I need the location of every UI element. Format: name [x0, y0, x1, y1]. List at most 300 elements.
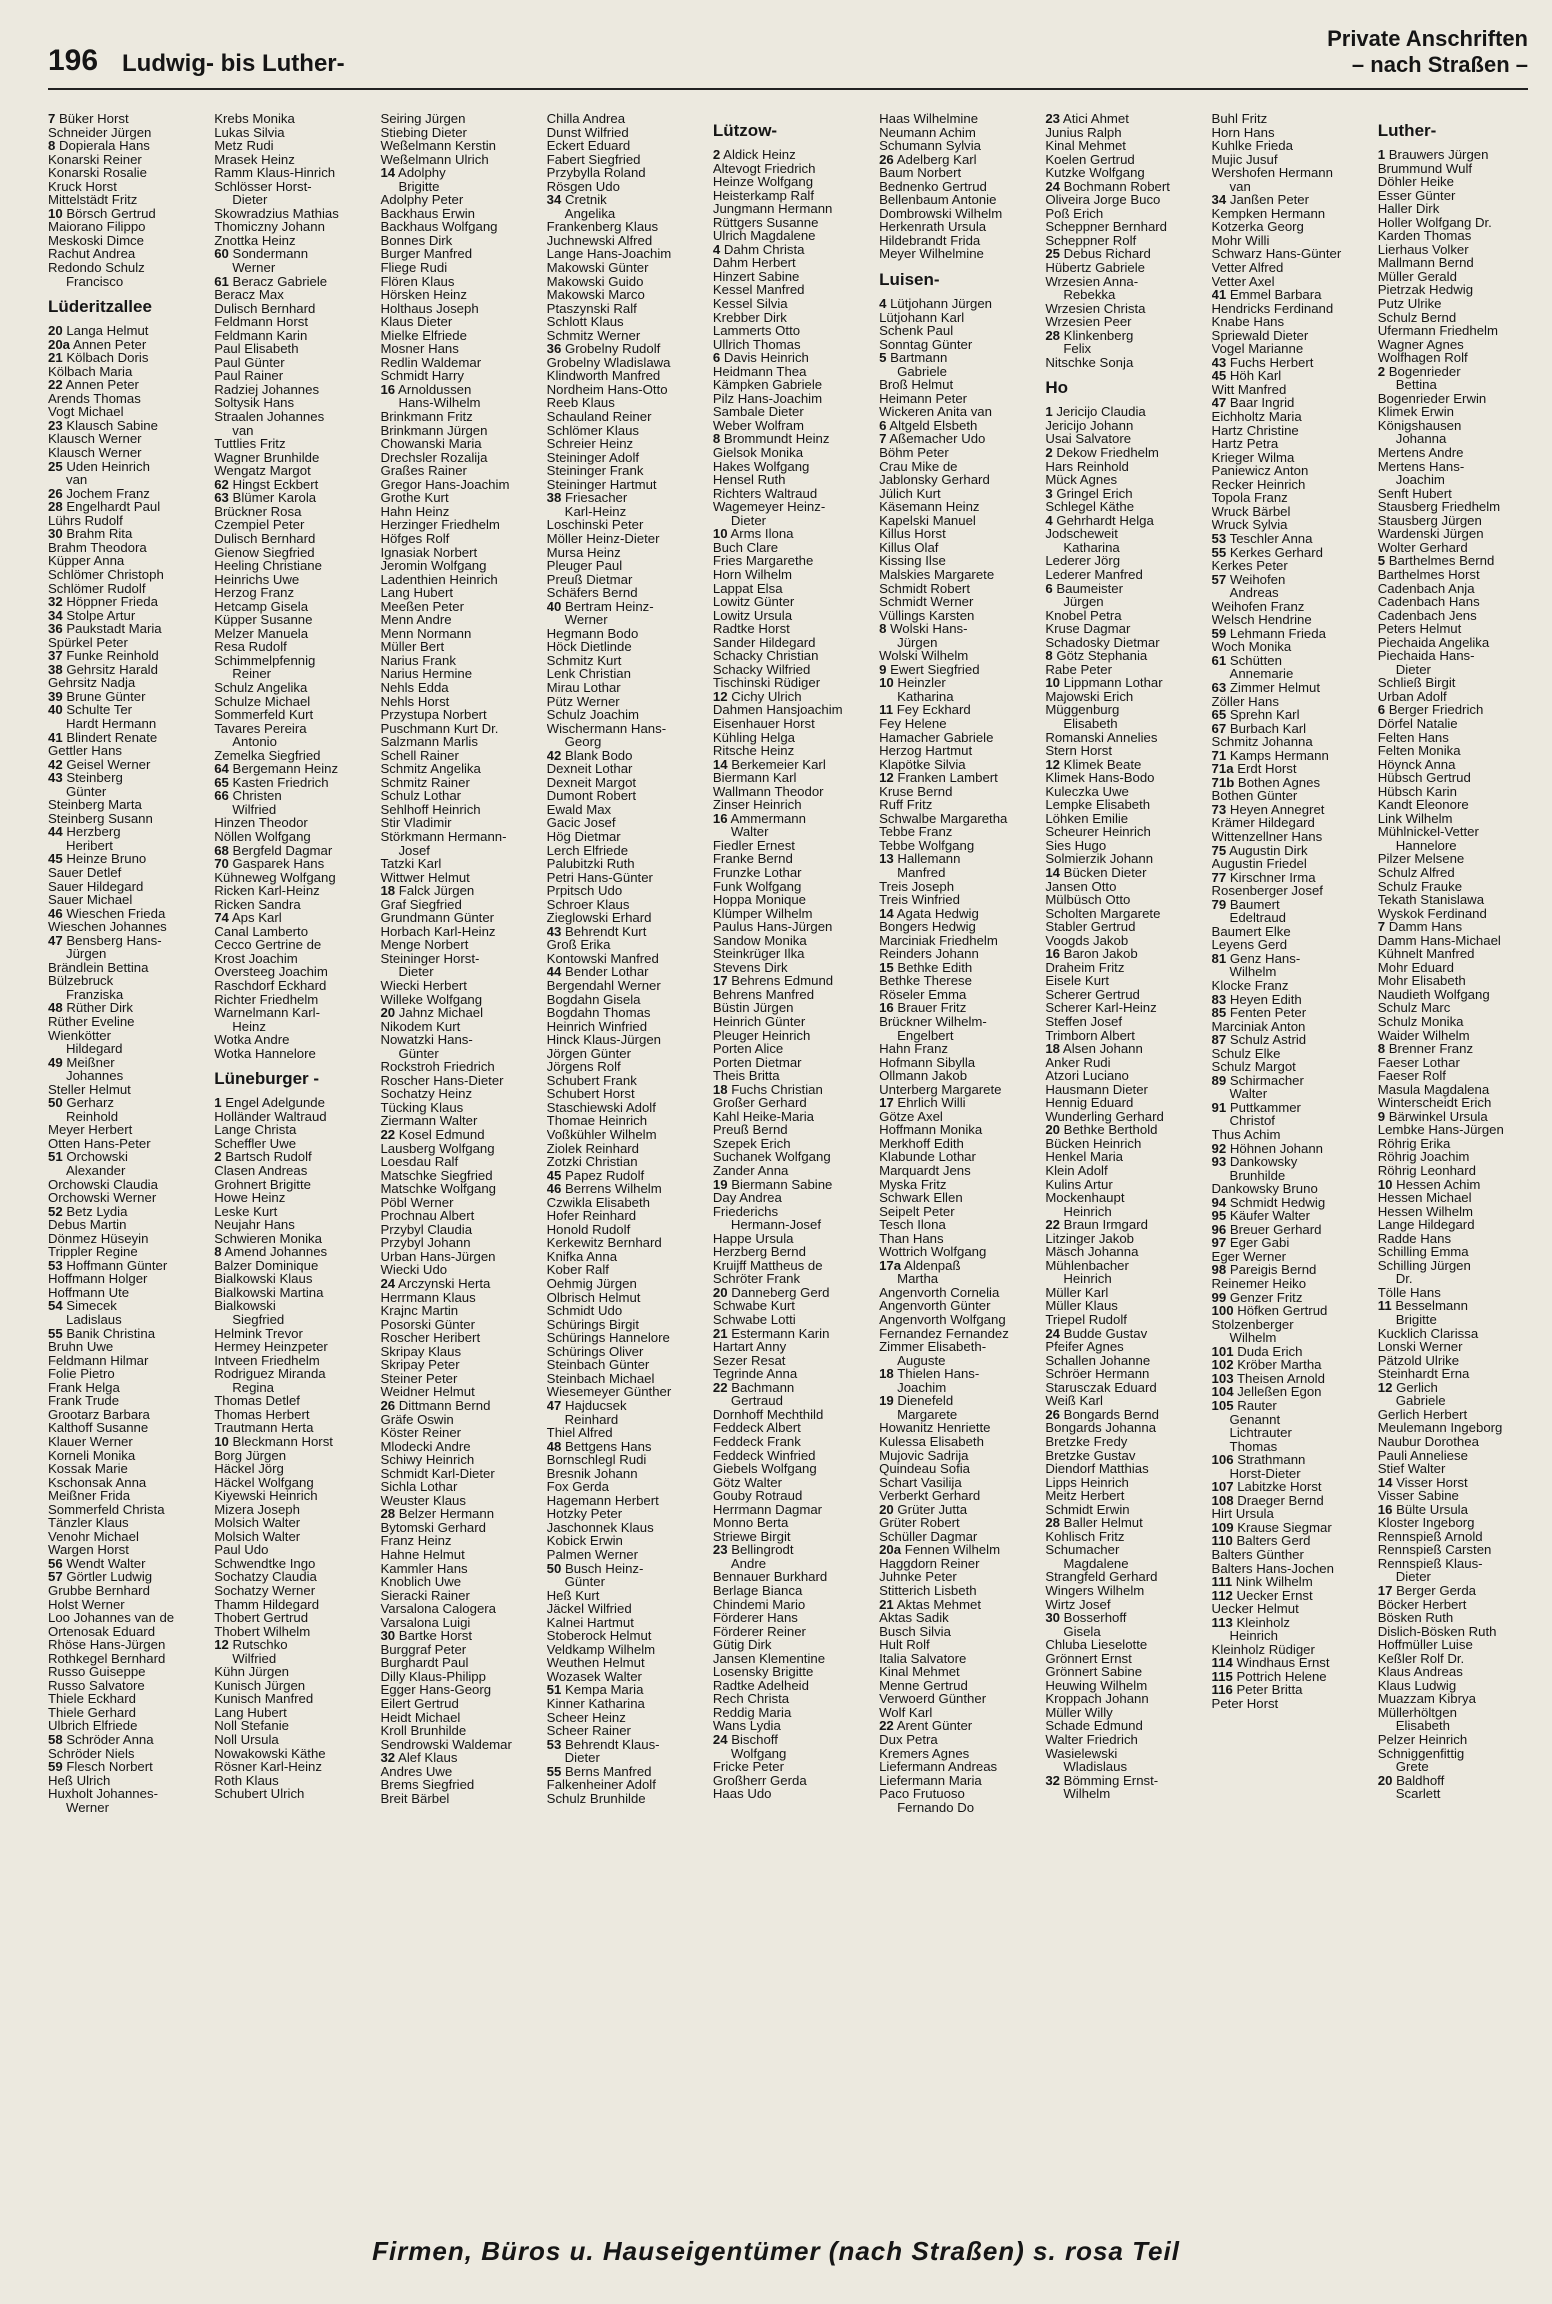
resident-entry	[214, 1123, 374, 1137]
resident-name: Engel Adelgunde	[221, 1095, 325, 1111]
resident-entry	[380, 1263, 540, 1277]
resident-name: Hoffmüller Luise	[1377, 1637, 1473, 1653]
resident-name: Naubur Dorothea	[1377, 1433, 1479, 1449]
resident-entry	[713, 1042, 873, 1056]
resident-entry	[713, 1435, 873, 1449]
resident-name: Jericijo Claudia	[1052, 404, 1146, 420]
resident-entry	[48, 112, 208, 126]
resident-name: Bleckmann Horst	[228, 1433, 333, 1449]
resident-name: Hinzert Sabine	[712, 268, 800, 284]
resident-entry	[1045, 1530, 1205, 1544]
resident-name: Suchanek Wolfgang	[712, 1149, 831, 1165]
house-number: 16	[1045, 946, 1060, 962]
resident-name: Schiwy Heinrich	[380, 1452, 475, 1468]
resident-entry	[879, 1584, 1039, 1598]
resident-entry	[1378, 568, 1538, 582]
resident-name: Chilla Andrea	[546, 112, 626, 126]
resident-name: Hars Reinhold	[1045, 458, 1129, 474]
resident-entry	[48, 1259, 208, 1273]
resident-name: Bretzke Fredy	[1045, 1433, 1128, 1449]
resident-name: Putz Ulrike	[1377, 296, 1442, 312]
resident-name: Werner	[232, 260, 276, 276]
resident-entry	[214, 396, 374, 410]
resident-entry	[879, 1150, 1039, 1164]
house-number: 20	[879, 1501, 894, 1517]
resident-name: Fennen Wilhelm	[901, 1542, 1001, 1558]
resident-entry	[380, 695, 540, 709]
resident-name: Dislich-Bösken Ruth	[1377, 1623, 1497, 1639]
resident-entry	[713, 311, 873, 325]
resident-entry	[879, 1205, 1039, 1219]
resident-name: Loesdau Ralf	[380, 1154, 459, 1170]
resident-name: Herrmann Dagmar	[712, 1501, 823, 1517]
resident-entry	[547, 383, 707, 397]
resident-entry	[1045, 636, 1205, 650]
resident-entry	[879, 609, 1039, 623]
resident-entry	[547, 1236, 707, 1250]
resident-name: Losensky Brigitte	[712, 1664, 814, 1680]
resident-name: Verberkt Gerhard	[879, 1488, 981, 1504]
resident-entry	[1212, 410, 1372, 424]
resident-entry	[214, 410, 374, 424]
entry-continuation	[879, 1801, 1039, 1815]
resident-entry	[879, 1286, 1039, 1300]
resident-entry	[1045, 1503, 1205, 1517]
house-number: 61	[1211, 652, 1227, 668]
resident-name: Josef	[398, 842, 430, 858]
resident-name: Bellingrodt	[727, 1542, 794, 1558]
resident-entry	[879, 1570, 1039, 1584]
resident-entry	[547, 464, 707, 478]
house-number: 18	[1045, 1041, 1060, 1057]
resident-entry	[879, 1367, 1039, 1381]
street-heading: Luther-	[1377, 121, 1437, 140]
house-number: 17	[712, 973, 728, 989]
resident-entry	[1212, 925, 1372, 939]
resident-name: Rachut Andrea	[48, 246, 136, 262]
resident-entry	[879, 988, 1039, 1002]
resident-entry	[380, 1589, 540, 1603]
resident-name: Frankenberg Klaus	[546, 219, 659, 235]
resident-entry	[713, 419, 873, 433]
resident-name: Lenk Christian	[546, 666, 631, 682]
resident-name: Sehlhoff Heinrich	[380, 801, 481, 817]
resident-entry	[1212, 830, 1372, 844]
resident-entry	[547, 1548, 707, 1562]
resident-name: Falck Jürgen	[395, 883, 475, 899]
resident-name: Hingst Eckbert	[228, 476, 319, 492]
resident-name: Georg	[564, 734, 602, 750]
house-number: 65	[214, 774, 229, 790]
resident-entry	[214, 586, 374, 600]
resident-entry	[1045, 1516, 1205, 1530]
resident-name: Grönnert Ernst	[1045, 1650, 1132, 1666]
entry-continuation	[547, 1575, 707, 1589]
resident-entry	[48, 568, 208, 582]
resident-entry	[380, 1480, 540, 1494]
resident-entry	[1212, 220, 1372, 234]
resident-name: Bothen Günter	[1211, 788, 1298, 804]
resident-entry	[713, 162, 873, 176]
resident-entry	[380, 112, 540, 126]
resident-name: Felten Hans	[1377, 729, 1449, 745]
resident-entry	[214, 546, 374, 560]
resident-entry	[214, 681, 374, 695]
resident-name: Egger Hans-Georg	[380, 1682, 492, 1698]
resident-name: Schwalbe Margaretha	[879, 810, 1008, 826]
resident-name: Woch Monika	[1211, 639, 1292, 655]
resident-name: Czempiel Peter	[214, 517, 305, 533]
resident-entry	[1212, 1616, 1372, 1630]
resident-name: Dittmann Bernd	[395, 1397, 491, 1413]
resident-entry	[1045, 1150, 1205, 1164]
resident-entry	[1212, 1033, 1372, 1047]
resident-entry	[879, 153, 1039, 167]
resident-entry	[1378, 554, 1538, 568]
resident-name: Graf Siegfried	[380, 896, 462, 912]
resident-name: Schlösser Horst-	[214, 178, 312, 194]
resident-name: Brauwers Jürgen	[1385, 147, 1489, 162]
resident-name: Bülte Ursula	[1392, 1501, 1468, 1517]
resident-name: Lippmann Lothar	[1059, 675, 1163, 691]
resident-name: Werner	[66, 1799, 109, 1815]
resident-entry	[214, 383, 374, 397]
resident-name: Elisabeth	[1395, 1718, 1451, 1734]
resident-name: Thomas Detlef	[214, 1393, 300, 1409]
resident-name: Kämpken Gabriele	[712, 377, 823, 393]
resident-name: Gerlich Herbert	[1377, 1406, 1468, 1422]
resident-name: Kinner Katharina	[546, 1695, 645, 1711]
resident-name: Katharina	[897, 688, 954, 704]
resident-entry	[1378, 365, 1538, 379]
resident-name: Stolzenberger	[1211, 1316, 1294, 1332]
resident-name: Palmen Werner	[546, 1546, 639, 1562]
resident-name: Günter	[564, 1574, 605, 1590]
resident-name: Köster Reiner	[380, 1425, 462, 1441]
house-number: 24	[380, 1276, 396, 1292]
resident-name: Przybyl Johann	[380, 1235, 471, 1251]
resident-entry	[48, 180, 208, 194]
resident-entry	[547, 491, 707, 505]
resident-name: Ollmann Jakob	[879, 1068, 968, 1084]
resident-name: Preuß Dietmar	[546, 571, 633, 587]
entry-continuation	[1378, 1313, 1538, 1327]
resident-name: Bergemann Heinz	[228, 761, 339, 777]
category-line-2: – nach Straßen –	[1351, 52, 1528, 77]
resident-name: Ladenthien Heinrich	[380, 571, 498, 587]
resident-entry	[713, 1272, 873, 1286]
resident-name: Weihofen Franz	[1211, 598, 1305, 614]
house-number: 38	[546, 490, 562, 506]
resident-entry	[713, 622, 873, 636]
resident-name: Alsen Johann	[1059, 1041, 1143, 1057]
entry-continuation	[713, 1394, 873, 1408]
resident-entry	[214, 1178, 374, 1192]
resident-entry	[713, 460, 873, 474]
resident-entry	[1378, 175, 1538, 189]
resident-name: Russo Guiseppe	[48, 1664, 146, 1680]
resident-entry	[1045, 1719, 1205, 1733]
resident-entry	[879, 405, 1039, 419]
resident-name: Klabunde Lothar	[879, 1149, 976, 1165]
resident-name: Wladislaus	[1063, 1759, 1128, 1775]
house-number: 8	[48, 138, 56, 154]
resident-name: Kahl Heike-Maria	[712, 1108, 815, 1124]
resident-entry	[879, 1313, 1039, 1327]
resident-name: Brinkmann Fritz	[380, 409, 473, 425]
resident-name: Hennig Eduard	[1045, 1095, 1134, 1111]
resident-entry	[713, 392, 873, 406]
resident-entry	[214, 965, 374, 979]
resident-name: Crau Mike de	[879, 458, 958, 474]
resident-entry	[879, 852, 1039, 866]
resident-entry	[380, 1521, 540, 1535]
resident-name: Mittelstädt Fritz	[48, 192, 138, 208]
resident-name: Wiesemeyer Günther	[546, 1384, 672, 1400]
resident-entry	[713, 920, 873, 934]
resident-name: Kapelski Manuel	[879, 512, 976, 528]
resident-name: Klaus Andreas	[1377, 1664, 1463, 1680]
resident-entry	[214, 207, 374, 221]
resident-name: Folie Pietro	[48, 1366, 115, 1382]
resident-name: Kruse Dagmar	[1045, 621, 1131, 637]
resident-name: Vogel Marianne	[1211, 341, 1304, 357]
resident-name: Bednenko Gertrud	[879, 178, 987, 194]
resident-entry	[1378, 1516, 1538, 1530]
resident-entry	[1378, 1733, 1538, 1747]
resident-entry	[547, 776, 707, 790]
resident-name: Heyen Edith	[1226, 991, 1302, 1007]
resident-entry	[1212, 1223, 1372, 1237]
resident-entry	[713, 487, 873, 501]
resident-entry	[380, 207, 540, 221]
resident-name: Loo Johannes van de	[48, 1610, 175, 1626]
resident-name: Heisterkamp Ralf	[712, 187, 815, 203]
house-number: 14	[879, 905, 894, 921]
house-number: 46	[546, 1181, 562, 1197]
resident-entry	[214, 356, 374, 370]
house-number: 101	[1211, 1343, 1234, 1359]
resident-name: Jansen Klementine	[712, 1650, 826, 1666]
resident-name: Stiebing Dieter	[380, 124, 467, 140]
resident-name: Wolter Gerhard	[1377, 539, 1468, 555]
resident-name: Berger Gerda	[1392, 1582, 1476, 1598]
house-number: 28	[48, 499, 63, 515]
resident-entry	[1378, 270, 1538, 284]
resident-entry	[48, 1733, 208, 1747]
resident-entry	[1378, 216, 1538, 230]
resident-name: Klaus Ludwig	[1377, 1677, 1457, 1693]
entry-continuation	[380, 844, 540, 858]
resident-entry	[879, 744, 1039, 758]
resident-entry	[1212, 1155, 1372, 1169]
resident-name: Backhaus Erwin	[380, 205, 475, 221]
resident-name: Pottrich Helene	[1232, 1668, 1327, 1684]
resident-name: Bergfeld Dagmar	[228, 842, 333, 858]
resident-name: Graßes Rainer	[380, 463, 467, 479]
resident-entry	[48, 500, 208, 514]
resident-name: Ortenosak Eduard	[48, 1623, 156, 1639]
resident-entry	[214, 898, 374, 912]
resident-name: Wolfhagen Rolf	[1377, 350, 1468, 366]
resident-name: Förderer Hans	[712, 1610, 798, 1626]
resident-entry	[1212, 1562, 1372, 1576]
resident-name: Fuchs Herbert	[1226, 354, 1314, 370]
resident-entry	[713, 1367, 873, 1381]
resident-entry	[547, 1656, 707, 1670]
resident-name: Arent Günter	[893, 1718, 973, 1734]
house-number: 34	[1211, 192, 1227, 208]
resident-name: Steinberg Susann	[48, 810, 153, 826]
resident-entry	[48, 758, 208, 772]
entry-continuation	[1378, 378, 1538, 392]
resident-name: Lange Hans-Joachim	[546, 246, 672, 262]
resident-name: Schwarz Hans-Günter	[1211, 246, 1342, 262]
house-number: 18	[380, 883, 396, 899]
resident-name: Paniewicz Anton	[1211, 463, 1309, 479]
resident-entry	[1212, 207, 1372, 221]
resident-name: Heß Ulrich	[48, 1772, 111, 1788]
resident-entry	[1378, 148, 1538, 162]
entry-continuation	[1212, 1629, 1372, 1643]
resident-entry	[547, 965, 707, 979]
resident-entry	[879, 166, 1039, 180]
resident-name: Chowanski Maria	[380, 436, 482, 452]
resident-entry	[879, 839, 1039, 853]
resident-entry	[879, 1191, 1039, 1205]
resident-name: Uecker Ernst	[1232, 1587, 1313, 1603]
resident-entry	[1045, 703, 1205, 717]
resident-name: Baumert	[1226, 896, 1280, 912]
resident-entry	[713, 744, 873, 758]
resident-entry	[713, 1029, 873, 1043]
resident-entry	[1212, 383, 1372, 397]
entry-continuation	[879, 866, 1039, 880]
resident-entry	[713, 1191, 873, 1205]
resident-entry	[1045, 193, 1205, 207]
resident-name: Lange Hildegard	[1377, 1217, 1475, 1233]
house-number: 89	[1211, 1072, 1227, 1088]
resident-entry	[380, 1426, 540, 1440]
resident-name: Röhrig Joachim	[1377, 1149, 1470, 1165]
resident-name: Wieschen Frieda	[62, 905, 166, 921]
resident-name: Kober Ralf	[546, 1262, 609, 1278]
resident-name: Clasen Andreas	[214, 1163, 308, 1179]
resident-entry	[547, 1087, 707, 1101]
resident-entry	[48, 514, 208, 528]
resident-name: Kamps Hermann	[1226, 747, 1329, 763]
resident-entry	[380, 1751, 540, 1765]
resident-entry	[1212, 749, 1372, 763]
house-number: 30	[1045, 1610, 1060, 1626]
resident-entry	[713, 1760, 873, 1774]
resident-name: Rothkegel Bernhard	[48, 1650, 166, 1666]
resident-name: Meulemann Ingeborg	[1377, 1420, 1503, 1436]
resident-name: Annen Peter	[62, 377, 139, 393]
resident-entry	[1212, 369, 1372, 383]
resident-entry	[1212, 126, 1372, 140]
resident-name: Ammermann	[727, 810, 806, 826]
resident-name: Krause Siegmar	[1233, 1519, 1332, 1535]
resident-name: Kleinholz Rüdiger	[1211, 1641, 1315, 1657]
resident-name: Baumeister	[1052, 580, 1124, 596]
house-number: 32	[1045, 1772, 1060, 1788]
resident-entry	[1045, 514, 1205, 528]
resident-entry	[1378, 1164, 1538, 1178]
resident-entry	[380, 1358, 540, 1372]
house-number: 51	[48, 1149, 63, 1165]
resident-name: Schröder Anna	[62, 1731, 154, 1747]
resident-name: Pareigis Bernd	[1226, 1262, 1317, 1278]
house-number: 81	[1211, 950, 1227, 966]
resident-entry	[48, 1638, 208, 1652]
resident-name: Berger Friedrich	[1385, 702, 1484, 718]
resident-entry	[547, 1263, 707, 1277]
entry-continuation	[380, 396, 540, 410]
house-number: 10	[214, 1433, 229, 1449]
resident-entry	[547, 451, 707, 465]
resident-entry	[713, 1503, 873, 1517]
resident-name: Bettgens Hans	[561, 1438, 652, 1454]
house-number: 6	[879, 417, 887, 433]
resident-entry	[713, 1476, 873, 1490]
resident-name: Vogt Michael	[48, 404, 124, 420]
resident-name: Möller Heinz-Dieter	[546, 530, 660, 546]
resident-entry	[1378, 229, 1538, 243]
resident-entry	[713, 1679, 873, 1693]
house-number: 41	[1211, 287, 1227, 303]
resident-name: Weiß Karl	[1045, 1393, 1103, 1409]
resident-name: Stausberg Friedhelm	[1377, 499, 1501, 515]
resident-entry	[380, 1440, 540, 1454]
resident-name: Lütjohann Karl	[879, 309, 965, 325]
resident-name: Steinberg	[62, 770, 123, 786]
resident-entry	[1378, 1299, 1538, 1313]
resident-entry	[48, 771, 208, 785]
resident-entry	[1378, 1001, 1538, 1015]
resident-entry	[1045, 1435, 1205, 1449]
resident-name: Annemarie	[1229, 666, 1294, 682]
entry-continuation	[1378, 432, 1538, 446]
resident-entry	[547, 261, 707, 275]
resident-entry	[547, 1480, 707, 1494]
resident-name: Hult Rolf	[879, 1637, 930, 1653]
house-number: 100	[1211, 1303, 1234, 1319]
resident-entry	[214, 1557, 374, 1571]
house-number: 47	[1211, 395, 1227, 411]
resident-name: Küpper Anna	[48, 553, 125, 569]
resident-entry	[380, 1223, 540, 1237]
resident-name: Thamm Hildegard	[214, 1596, 320, 1612]
resident-entry	[1045, 1733, 1205, 1747]
resident-entry	[48, 1665, 208, 1679]
resident-entry	[380, 1087, 540, 1101]
resident-name: Mäsch Johanna	[1045, 1244, 1139, 1260]
resident-entry	[48, 690, 208, 704]
resident-name: Junius Ralph	[1045, 124, 1122, 140]
resident-entry	[380, 1331, 540, 1345]
resident-name: Wotka Andre	[214, 1032, 290, 1048]
resident-name: Jansen Otto	[1045, 878, 1117, 894]
resident-entry	[1378, 1530, 1538, 1544]
resident-name: Orchowski Claudia	[48, 1176, 158, 1192]
resident-entry	[48, 338, 208, 352]
resident-name: Bresnik Johann	[546, 1465, 638, 1481]
resident-entry	[713, 812, 873, 826]
resident-entry	[713, 473, 873, 487]
resident-name: Rüther Eveline	[48, 1014, 135, 1029]
resident-name: Backhaus Wolfgang	[380, 219, 498, 235]
